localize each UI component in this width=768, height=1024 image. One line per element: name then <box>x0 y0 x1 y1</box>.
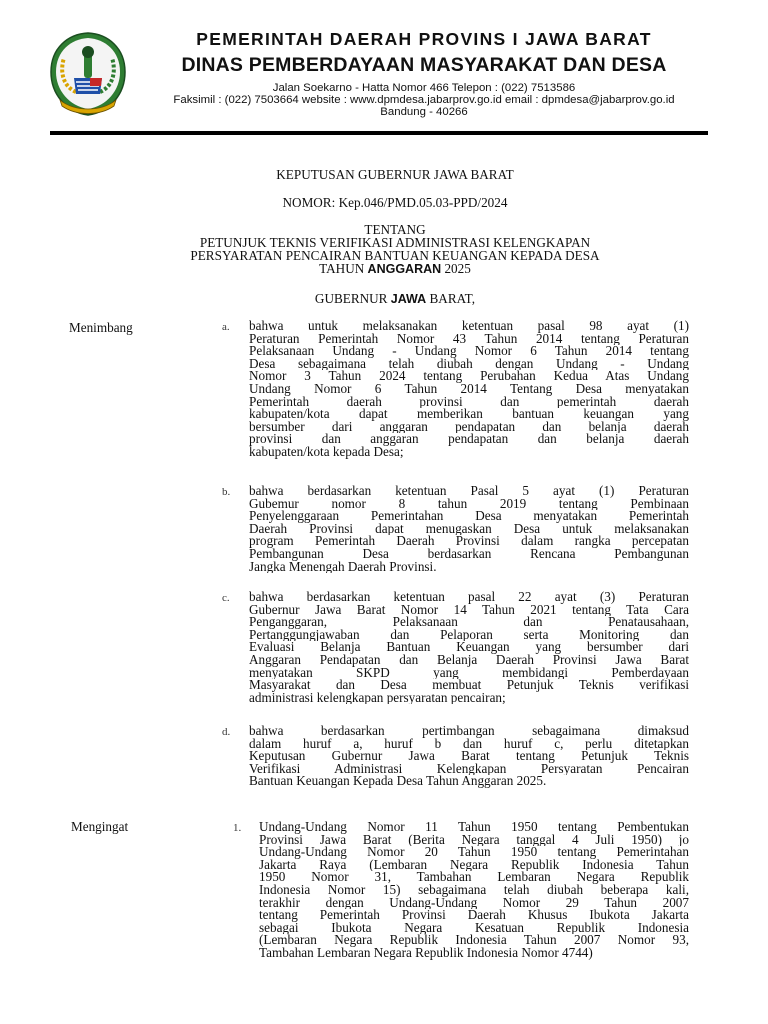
letterhead-agency: DINAS PEMBERDAYAAN MASYARAKAT DAN DESA <box>181 54 667 76</box>
mengingat-text-line: Undang-Undang Nomor 20 Tahun 1950 tentang Pemerintahan <box>259 846 689 859</box>
decree-subject-line-1: PETUNJUK TEKNIS VERIFIKASI ADMINISTRASI KELENGKAPAN <box>199 235 591 250</box>
letterhead-contact: Faksimil : (022) 7503664 website : www.dpmdesa.jabarprov.go.id email : dpmdesa@jabarprov.go.id <box>173 94 675 106</box>
decree-number: NOMOR: Kep.046/PMD.05.03-PPD/2024 <box>282 195 508 210</box>
menimbang-text-line: Gubemur nomor 8 tahun 2019 tentang Pembinaan <box>249 497 689 511</box>
menimbang-text-line: Masyarakat dan Desa membuat Petunjuk Teknis verifikasi <box>249 679 689 692</box>
mengingat-text-line: sebagai Ibukota Negara Kesatuan Republik Indonesia <box>259 921 689 935</box>
mengingat-text-line: terakhir dengan Undang-Undang Nomor 29 Tahun 2007 <box>259 896 689 910</box>
menimbang-text-line: Peraturan Pemerintah Nomor 43 Tahun 2014 tentang Peraturan <box>249 332 689 346</box>
decree-about: TENTANG <box>364 222 426 237</box>
menimbang-item-marker: d. <box>222 726 231 738</box>
decree-title: KEPUTUSAN GUBERNUR JAWA BARAT <box>276 167 514 182</box>
menimbang-text-line: Daerah Provinsi dapat menugaskan Desa untuk melaksanakan <box>249 522 689 536</box>
menimbang-text-line: provinsi dan anggaran pendapatan dan belanja daerah <box>249 433 689 446</box>
letterhead-address: Jalan Soekarno - Hatta Nomor 466 Telepon : (022) 7513586 <box>272 82 576 94</box>
menimbang-text-line: Desa sebagaimana telah diubah dengan Undang - Undang <box>249 357 689 371</box>
menimbang-text-line: Jangka Menengah Daerah Provinsi. <box>249 560 437 574</box>
mengingat-text-line: Tambahan Lembaran Negara Republik Indonesia Nomor 4744) <box>259 946 593 960</box>
menimbang-text-line: kabupaten/kota dapat memberikan bantuan keuangan yang <box>249 408 689 421</box>
menimbang-item-text <box>249 591 689 704</box>
menimbang-text-line: Nomor 3 Tahun 2024 tentang Perubahan Kedua Atas Undang <box>249 370 689 383</box>
menimbang-text-line: kabupaten/kota kepada Desa; <box>249 445 404 459</box>
menimbang-item-marker: c. <box>222 592 230 604</box>
menimbang-text-line: Evaluasi Belanja Bantuan Keuangan yang bersumber dari <box>249 641 689 654</box>
letterhead-government: PEMERINTAH DAERAH PROVINS I JAWA BARAT <box>196 29 652 49</box>
decree-subject-line-2: PERSYARATAN PENCAIRAN BANTUAN KEUANGAN KEPADA DESA <box>190 248 600 263</box>
menimbang-label: Menimbang <box>69 320 133 335</box>
menimbang-item-text <box>249 485 689 573</box>
menimbang-text-line: Pertanggungjawaban dan Pelaporan serta Monitoring dan <box>249 628 689 642</box>
mengingat-text-line: (Lembaran Negara Republik Indonesia Tahun 2007 Nomor 93, <box>259 934 689 947</box>
menimbang-text-line: program Pemerintah Daerah Provinsi dalam rangka percepatan <box>249 535 689 548</box>
menimbang-text-line: Anggaran Pendapatan dan Belanja Daerah Provinsi Jawa Barat <box>249 653 689 667</box>
menimbang-text-line: Verifikasi Administrasi Kelengkapan Persyaratan Pencairan <box>249 762 689 776</box>
menimbang-text-line: bahwa berdasarkan ketentuan Pasal 5 ayat (1) Peraturan <box>249 485 689 498</box>
menimbang-text-line: Penyelenggaraan Pemerintahan Desa menyatakan Pemerintah <box>249 510 689 523</box>
menimbang-item-marker: b. <box>222 486 231 498</box>
menimbang-text-line: Undang Nomor 6 Tahun 2014 Tentang Desa menyatakan <box>249 382 689 396</box>
menimbang-item-marker: a. <box>222 321 230 333</box>
menimbang-item-text <box>249 725 689 788</box>
mengingat-text-line: Indonesia Nomor 15) sebagaimana telah diubah beberapa kali, <box>259 883 689 897</box>
menimbang-text-line: Bantuan Keuangan Kepada Desa Tahun Anggaran 2025. <box>249 775 547 788</box>
menimbang-text-line: bahwa berdasarkan ketentuan pasal 22 ayat (3) Peraturan <box>249 591 689 604</box>
menimbang-text-line: bahwa berdasarkan pertimbangan sebagaimana dimaksud <box>249 725 689 738</box>
menimbang-text-line: dalam huruf a, huruf b dan huruf c, perlu ditetapkan <box>249 737 689 751</box>
mengingat-item-marker: 1. <box>233 822 242 834</box>
mengingat-text-line: Undang-Undang Nomor 11 Tahun 1950 tentang Pembentukan <box>259 821 689 834</box>
mengingat-item-text <box>259 821 689 960</box>
menimbang-text-line: bersumber dari anggaran pendapatan dan belanja daerah <box>249 420 689 434</box>
menimbang-text-line: Gubernur Jawa Barat Nomor 14 Tahun 2021 tentang Tata Cara <box>249 603 689 617</box>
mengingat-text-line: Provinsi Jawa Barat (Berita Negara tanggal 4 Juli 1950) jo <box>259 833 689 847</box>
menimbang-item-text <box>249 320 689 459</box>
menimbang-text-line: administrasi kelengkapan persyaratan pencairan; <box>249 691 506 705</box>
menimbang-text-line: Pemerintah daerah provinsi dan pemerintah daerah <box>249 395 689 409</box>
menimbang-text-line: bahwa untuk melaksanakan ketentuan pasal 98 ayat (1) <box>249 320 689 333</box>
menimbang-text-line: Pembangunan Desa berdasarkan Rencana Pembangunan <box>249 547 689 561</box>
mengingat-text-line: tentang Pemerintah Provinsi Daerah Khusus Ibukota Jakarta <box>259 909 689 922</box>
menimbang-text-line: Pelaksanaan Undang - Undang Nomor 6 Tahun 2014 tentang <box>249 345 689 358</box>
letterhead-divider <box>50 131 708 135</box>
mengingat-text-line: 1950 Nomor 31, Tambahan Lembaran Negara Republik <box>259 871 689 884</box>
decree-governor: GUBERNUR JAWA BARAT, <box>314 291 476 306</box>
menimbang-text-line: Keputusan Gubernur Jawa Barat tentang Petunjuk Teknis <box>249 750 689 763</box>
mengingat-label: Mengingat <box>71 819 129 834</box>
decree-subject-line-3: TAHUN ANGGARAN 2025 <box>319 261 471 276</box>
letterhead-city: Bandung - 40266 <box>380 106 468 118</box>
menimbang-text-line: menyatakan SKPD yang membidangi Pemberdayaan <box>249 666 689 680</box>
mengingat-text-line: Jakarta Raya (Lembaran Negara Republik Indonesia Tahun <box>259 858 689 872</box>
jawa-barat-emblem-icon <box>46 30 130 118</box>
menimbang-text-line: Penganggaran, Pelaksanaan dan Penatausahaan, <box>249 616 689 629</box>
